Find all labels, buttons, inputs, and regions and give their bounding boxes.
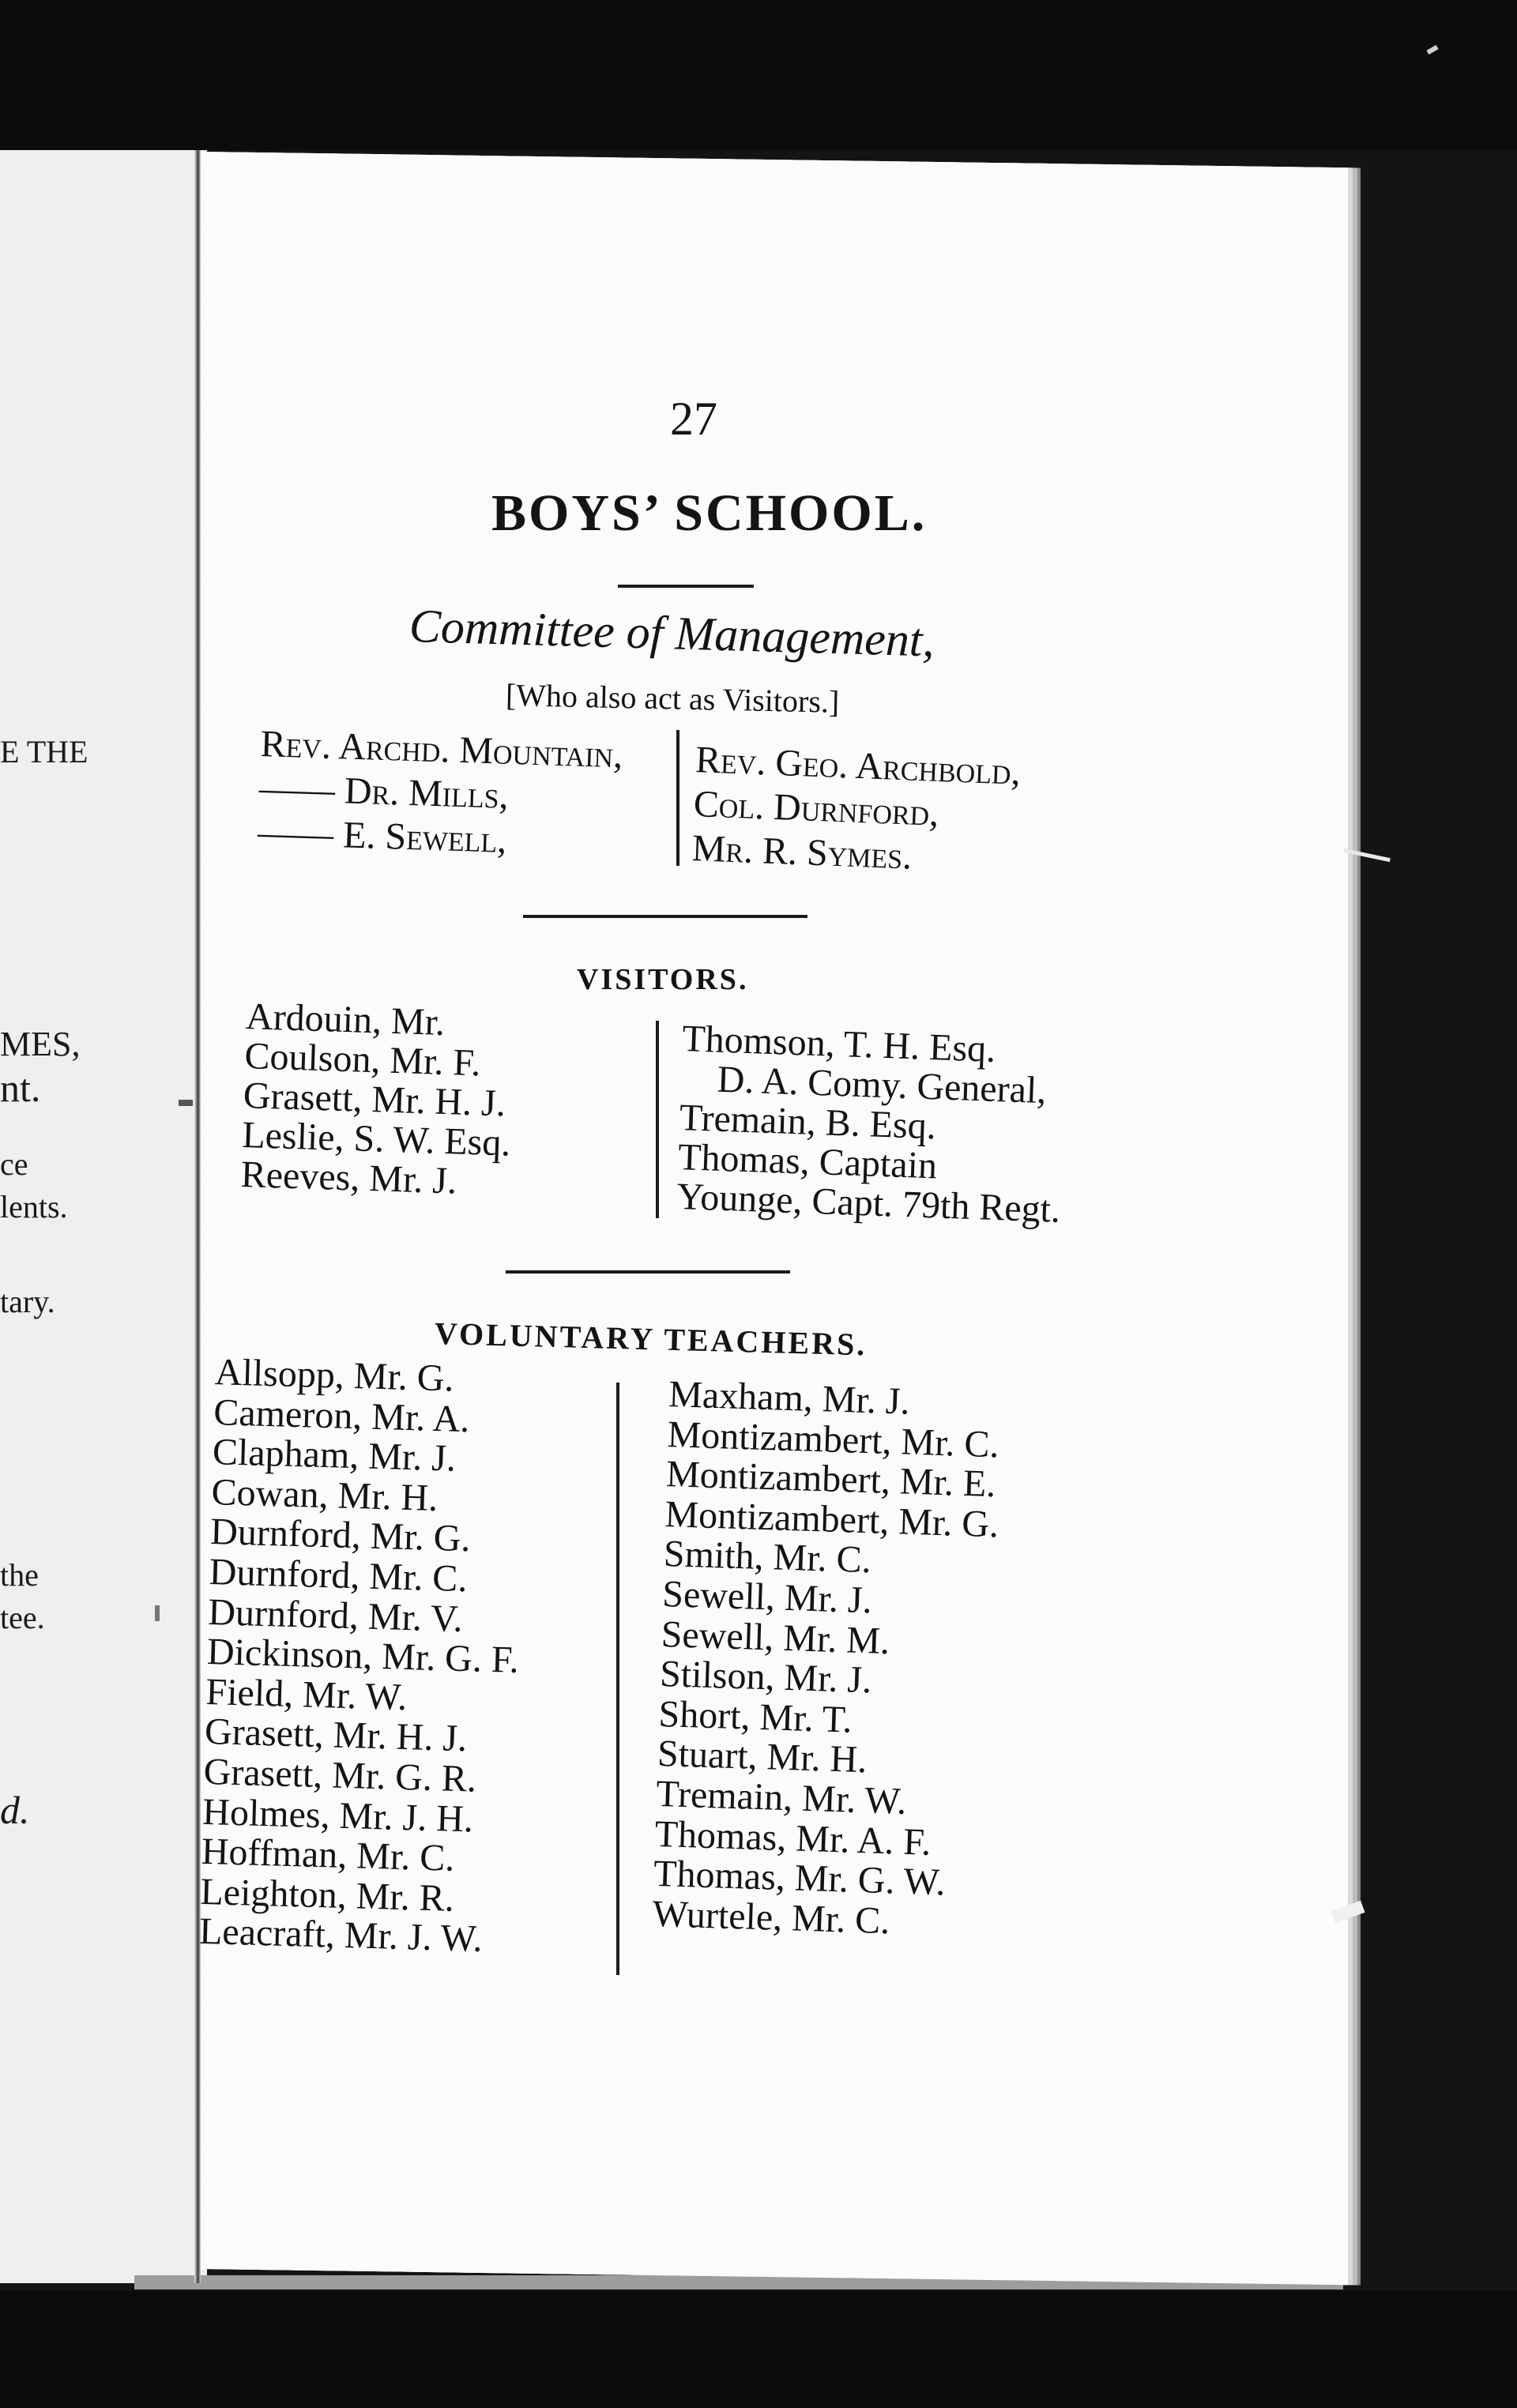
- left-fragment: tary.: [0, 1284, 55, 1319]
- committee-member: Rev. Archd. Mountain,: [259, 723, 624, 777]
- committee-note: [Who also act as Visitors.]: [505, 677, 840, 720]
- teacher-entry: Durnford, Mr. V.: [207, 1590, 464, 1640]
- committee-member: Rev. Geo. Archbold,: [695, 739, 1022, 793]
- visitors-left-column: [240, 997, 515, 1203]
- visitor-entry: Grasett, Mr. H. J.: [243, 1074, 506, 1125]
- visitor-entry: D. A. Comy. General,: [716, 1058, 1048, 1112]
- visitors-right-column: [676, 1019, 1067, 1230]
- scan-artifact: [155, 1605, 160, 1621]
- left-fragment: d.: [0, 1788, 30, 1832]
- committee-heading: Committee of Management,: [408, 600, 935, 667]
- teacher-entry: Clapham, Mr. J.: [212, 1431, 457, 1480]
- scan-border-top: [0, 0, 1517, 150]
- committee-member: Mr. R. Symes.: [691, 826, 913, 878]
- teacher-entry: Stilson, Mr. J.: [659, 1653, 873, 1702]
- column-divider: [616, 1383, 619, 1975]
- teacher-entry: Grasett, Mr. H. J.: [204, 1710, 468, 1760]
- teacher-entry: Maxham, Mr. J.: [668, 1373, 911, 1423]
- book-gutter: [194, 150, 201, 2283]
- teacher-entry: Tremain, Mr. W.: [655, 1772, 908, 1823]
- column-divider: [676, 730, 679, 866]
- left-fragment: tee.: [0, 1600, 45, 1635]
- teacher-entry: Sewell, Mr. M.: [660, 1612, 890, 1662]
- teacher-entry: Wurtele, Mr. C.: [651, 1892, 891, 1942]
- column-divider: [656, 1021, 659, 1218]
- committee-left-column: [257, 722, 623, 866]
- section-rule: [506, 1270, 790, 1274]
- visitor-entry: Ardouin, Mr.: [245, 995, 446, 1044]
- page-title: BOYS’ SCHOOL.: [491, 484, 928, 542]
- teacher-entry: Durnford, Mr. G.: [209, 1511, 472, 1560]
- scan-artifact: [1343, 848, 1391, 862]
- teacher-entry: Montizambert, Mr. C.: [666, 1413, 1000, 1465]
- teacher-entry: Montizambert, Mr. E.: [665, 1453, 997, 1506]
- committee-right-column: [691, 738, 1022, 883]
- left-fragment: E THE: [0, 734, 88, 769]
- teacher-entry: Sewell, Mr. J.: [661, 1573, 873, 1622]
- committee-member: Col. Durnford,: [693, 783, 940, 834]
- visitor-entry: Younge, Capt. 79th Regt.: [676, 1175, 1061, 1231]
- teacher-entry: Grasett, Mr. G. R.: [203, 1750, 477, 1800]
- teacher-entry: Smith, Mr. C.: [663, 1533, 872, 1582]
- teachers-right-column: [652, 1375, 1003, 1944]
- visitor-entry: Thomas, Captain: [677, 1135, 938, 1187]
- teacher-entry: Cowan, Mr. H.: [210, 1470, 439, 1519]
- left-fragment: lents.: [0, 1189, 68, 1225]
- visitor-entry: Coulson, Mr. F.: [243, 1035, 482, 1085]
- visitor-entry: Reeves, Mr. J.: [240, 1153, 457, 1202]
- left-fragment: the: [0, 1557, 39, 1593]
- visitor-entry: Tremain, B. Esq.: [679, 1097, 937, 1148]
- teacher-entry: Dickinson, Mr. G. F.: [206, 1631, 520, 1682]
- teacher-entry: Durnford, Mr. C.: [209, 1551, 469, 1601]
- teacher-entry: Montizambert, Mr. G.: [664, 1492, 999, 1546]
- teacher-entry: Cameron, Mr. A.: [213, 1390, 471, 1440]
- visitor-entry: Leslie, S. W. Esq.: [241, 1113, 512, 1164]
- teacher-entry: Thomas, Mr. A. F.: [654, 1812, 932, 1864]
- left-fragment: nt.: [0, 1066, 41, 1110]
- left-fragment: MES,: [0, 1025, 81, 1063]
- teachers-left-column: [198, 1353, 527, 1961]
- teacher-entry: Holmes, Mr. J. H.: [201, 1790, 474, 1841]
- page-number: 27: [670, 393, 717, 445]
- section-rule: [618, 585, 754, 588]
- section-rule: [523, 915, 807, 918]
- teachers-heading: VOLUNTARY TEACHERS.: [434, 1315, 868, 1363]
- scan-border-bottom: [0, 2291, 1517, 2408]
- teacher-entry: Allsopp, Mr. G.: [214, 1351, 455, 1400]
- teacher-entry: Leacraft, Mr. J. W.: [198, 1910, 484, 1961]
- committee-member: —— Dr. Mills,: [258, 767, 510, 817]
- visitors-heading: VISITORS.: [577, 963, 749, 996]
- teacher-entry: Hoffman, Mr. C.: [201, 1830, 456, 1879]
- left-fragment: ce: [0, 1146, 28, 1182]
- teacher-entry: Field, Mr. W.: [205, 1670, 408, 1718]
- teacher-entry: Thomas, Mr. G. W.: [653, 1853, 947, 1904]
- teacher-entry: Leighton, Mr. R.: [199, 1870, 455, 1920]
- visitor-entry: Thomson, T. H. Esq.: [681, 1018, 997, 1070]
- committee-member: —— E. Sewell,: [257, 811, 508, 861]
- teacher-entry: Short, Mr. T.: [657, 1692, 853, 1741]
- scan-artifact: [179, 1100, 193, 1106]
- teacher-entry: Stuart, Mr. H.: [657, 1733, 868, 1782]
